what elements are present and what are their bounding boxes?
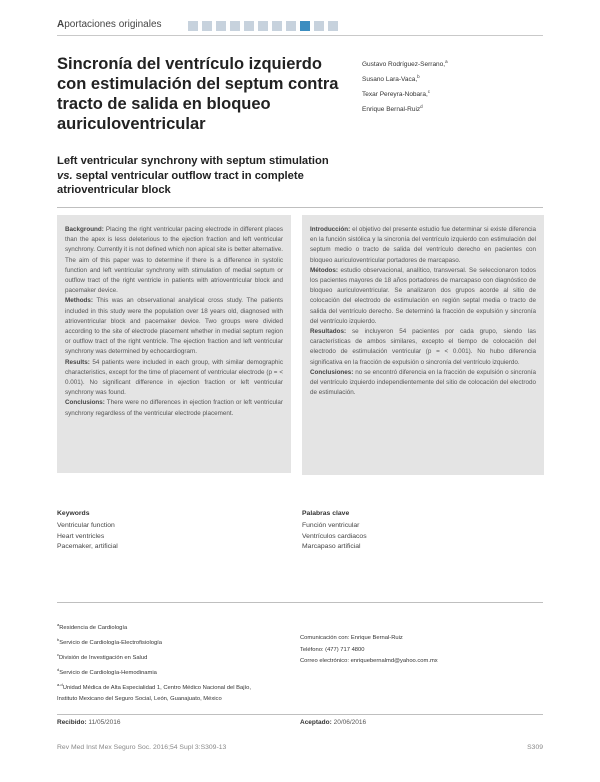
section-label: Aportaciones originales [57,19,162,30]
header-square [188,21,198,31]
contact-phone: Teléfono: (477) 717 4800 [300,646,365,653]
affiliation-rule [57,602,543,603]
contact-email[interactable]: Correo electrónico: enriquebernalmd@yahoo.com.mx [300,658,438,664]
keywords-list [57,521,118,553]
header-square [258,21,268,31]
header-square [202,21,212,31]
affiliation: $^a$Residencia de Cardiología [57,622,128,631]
header-squares [188,21,338,31]
affiliation: Instituto Mexicano del Seguro Social, León, Guanajuato, México [57,695,222,702]
abstract-english: Background: Placing the right ventricular pacing electrode in different places than the apex is less deleterious to the ejection fraction and left ventricular synchrony. Currently it is not defined which non apical site is better alternative. The aim of this paper was to determine if there is a difference in systolic function and left ventricular synchrony with stimulation of medial septum or outflow tract of the right ventricle in patients with atrioventricular block and pacemaker device. Methods: This was an observational analytical cross study. The patients included in this study were the population over 18 years old, diagnosed with atrioventricular block and pacemaker device. Two groups were divided according to the site of electrode placement whether in medial septum region or outflow tract of the right ventricle. The ejection fraction and left ventricular synchrony was determined by echocardiogram. Results: 54 patients were included in each group, with similar demographic characteristics, except for the time of placement of ventricular electrode (p = < 0.001). No significant difference in ejection fraction or left ventricular synchrony was found. Conclusions: There were no differences in ejection fraction or left ventricular synchrony regardless of the ventricular electrode placement. [57,215,291,473]
title-english: Left ventricular synchrony with septum stimulation vs. septal ventricular outflow tract in complete atrioventricular block [57,155,329,196]
received-date: Recibido: 11/05/2016 [57,719,121,726]
title-spanish: Sincronía del ventrículo izquierdo con estimulación del septum contra tracto de salida en bloqueo auriculoventricular [57,55,339,133]
affiliation: $^d$Servicio de Cardiología-Hemodinamia [57,666,157,676]
author-list [362,56,448,117]
header-square [244,21,254,31]
header-square [300,21,310,31]
journal-citation: Rev Med Inst Mex Seguro Soc. 2016;54 Supl 3:S309-13 [57,744,227,751]
author: Gustavo Rodríguez-Serrano,$^a$ [362,59,448,69]
affiliation: $^{a-d}$Unidad Médica de Alta Especialidad 1, Centro Médico Nacional del Bajío, [57,681,251,691]
keywords-title: Keywords [57,510,90,517]
keyword: Marcapaso artificial [302,543,361,550]
author: Susano Lara-Vaca,$^b$ [362,74,420,84]
contact-info [300,633,438,668]
header-square [230,21,240,31]
palabras-clave-list [302,521,367,553]
keyword: Heart ventricles [57,532,105,540]
keyword: Ventrículos cardiacos [302,532,367,540]
header-square [286,21,296,31]
header-square [272,21,282,31]
accepted-date: Aceptado: 20/06/2016 [300,719,367,726]
palabras-clave-title: Palabras clave [302,510,350,517]
affiliations [57,619,251,705]
abstract-rule [57,207,543,208]
author: Texar Pereyra-Nobara,$^c$ [362,89,430,99]
page-number: S309 [527,744,543,751]
header-square [328,21,338,31]
author: Enrique Bernal-Ruiz$^d$ [362,104,423,114]
keyword: Ventricular function [57,522,115,529]
header-square [216,21,226,31]
header-rule [57,35,543,36]
keyword: Función ventricular [302,522,360,529]
abstract-spanish: Introducción: el objetivo del presente estudio fue determinar si existe diferencia en la función sistólica y la sincronía del ventrículo izquierdo con estimulación del septum medio o tracto de salida del ventrículo derecho en pacientes con bloqueo auriculoventricular portadores de marcapaso. Métodos: estudio observacional, analítico, transversal. Se seleccionaron todos los pacientes mayores de 18 años portadores de marcapaso con diagnóstico de bloqueo auriculoventricular. Se analizaron dos grupos acorde al sitio de colocación del electrodo de estimulación en región septal media o tracto de salida del ventrículo derecho. Se determinó la fracción de expulsión y sincronía del ventrículo izquierdo. Resultados: se incluyeron 54 pacientes por cada grupo, siendo las características de ambos similares, excepto el tiempo de colocación del electrodo de estimulación ventricular (p = < 0.001). No hubo diferencia significativa en la fracción de expulsión o sincronía del ventrículo izquierdo. Conclusiones: no se encontró diferencia en la fracción de expulsión o sincronía del ventrículo izquierdo independientemente del sitio de colocación del electrodo de estimulación. [302,215,544,475]
contact-name: Comunicación con: Enrique Bernal-Ruiz [300,635,403,641]
header-square [314,21,324,31]
dates-rule [57,714,543,715]
affiliation: $^b$Servicio de Cardiología-Electrofisiología [57,636,163,646]
affiliation: $^c$División de Investigación en Salud [57,651,148,661]
keyword: Pacemaker, artificial [57,543,118,550]
